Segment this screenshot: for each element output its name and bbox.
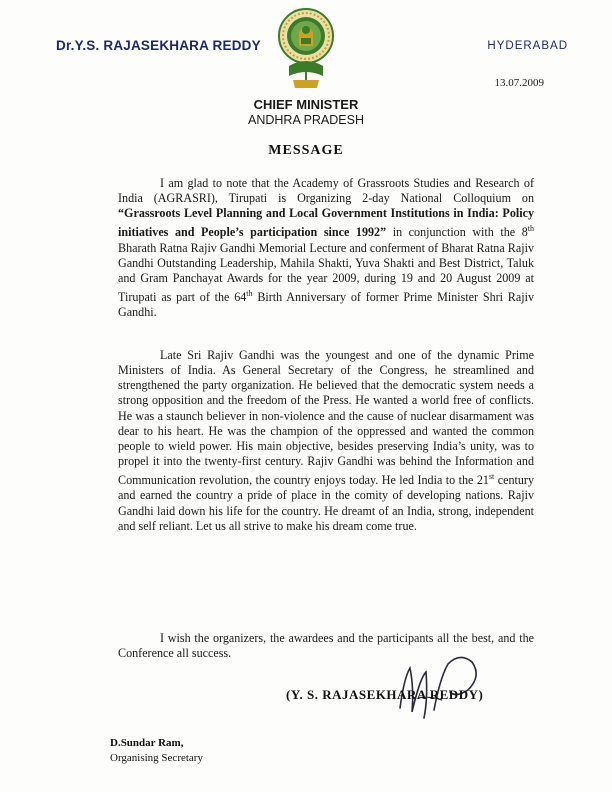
p1-text-a: I am glad to note that the Academy of Grassroots Studies and Research of India (AGRASRI), Tirupati is Organizing 2-day National Colloquium on	[118, 176, 534, 206]
p2-text-a: Late Sri Rajiv Gandhi was the youngest and one of the dynamic Prime Ministers of India. As General Secretary of the Congress, he streamlined and strengthened the party organization. He believed that the democratic system needs a strong opposition and the freedom of the Press. He wanted a world free of conflicts. He was a staunch believer in non-violence and the cause of nuclear disarmament was dear to his heart. He was the champion of the oppressed and wanted the common people to wield power. His main objective, besides preserving India’s unity, was to propel it into the twenty-first century. Rajiv Gandhi was behind the Information and Communication revolution, the country enjoys today. He led India to the 21	[118, 348, 534, 488]
designation-state: ANDHRA PRADESH	[248, 113, 364, 127]
p2-text-b: century and earned the country a pride of place in the comity of developing nations. Rajiv Gandhi laid down his life for the country. He dreamt of an India, strong, independent and self reliant. Let us all strive to make his dream come true.	[118, 473, 534, 533]
ordinal-suffix: th	[246, 289, 253, 299]
p3-text: I wish the organizers, the awardees and the participants all the best, and the Conference all success.	[118, 631, 534, 661]
p1-text-d: Birth Anniversary of former Prime Minister Shri Rajiv Gandhi.	[118, 290, 535, 320]
letterhead-name: Dr.Y.S. RAJASEKHARA REDDY	[56, 38, 261, 53]
state-emblem-icon	[277, 6, 335, 90]
ordinal-suffix: th	[527, 224, 534, 234]
signatory-name: (Y. S. RAJASEKHARA REDDY)	[286, 687, 484, 702]
paragraph-1	[118, 176, 534, 320]
p1-text-c: Bharath Ratna Rajiv Gandhi Memorial Lecture and conferment of Bharat Ratna Rajiv Gandhi Outstanding Leadership, Mahila Shakti, Yuva Shakti and Best District, Taluk and Gram Panchayat Awards for the year 2009, during 19 and 20 August 2009 at Tirupati as part of the 64	[118, 240, 534, 305]
letter-date: 13.07.2009	[494, 77, 544, 89]
designation-title: CHIEF MINISTER	[253, 97, 359, 112]
colloquium-title: “Grassroots Level Planning and Local Government Institutions in India: Policy initiatives and People’s participation since 1992”	[118, 206, 534, 240]
letterhead-city: HYDERABAD	[487, 40, 568, 52]
handwritten-signature-icon	[390, 638, 490, 726]
message-heading: MESSAGE	[268, 143, 344, 158]
secretary-name: D.Sundar Ram,	[110, 737, 184, 749]
secretary-title: Organising Secretary	[110, 752, 203, 764]
ordinal-suffix: st	[488, 472, 495, 482]
paragraph-2	[118, 348, 534, 534]
p1-text-b: in conjunction with the 8	[386, 225, 528, 240]
